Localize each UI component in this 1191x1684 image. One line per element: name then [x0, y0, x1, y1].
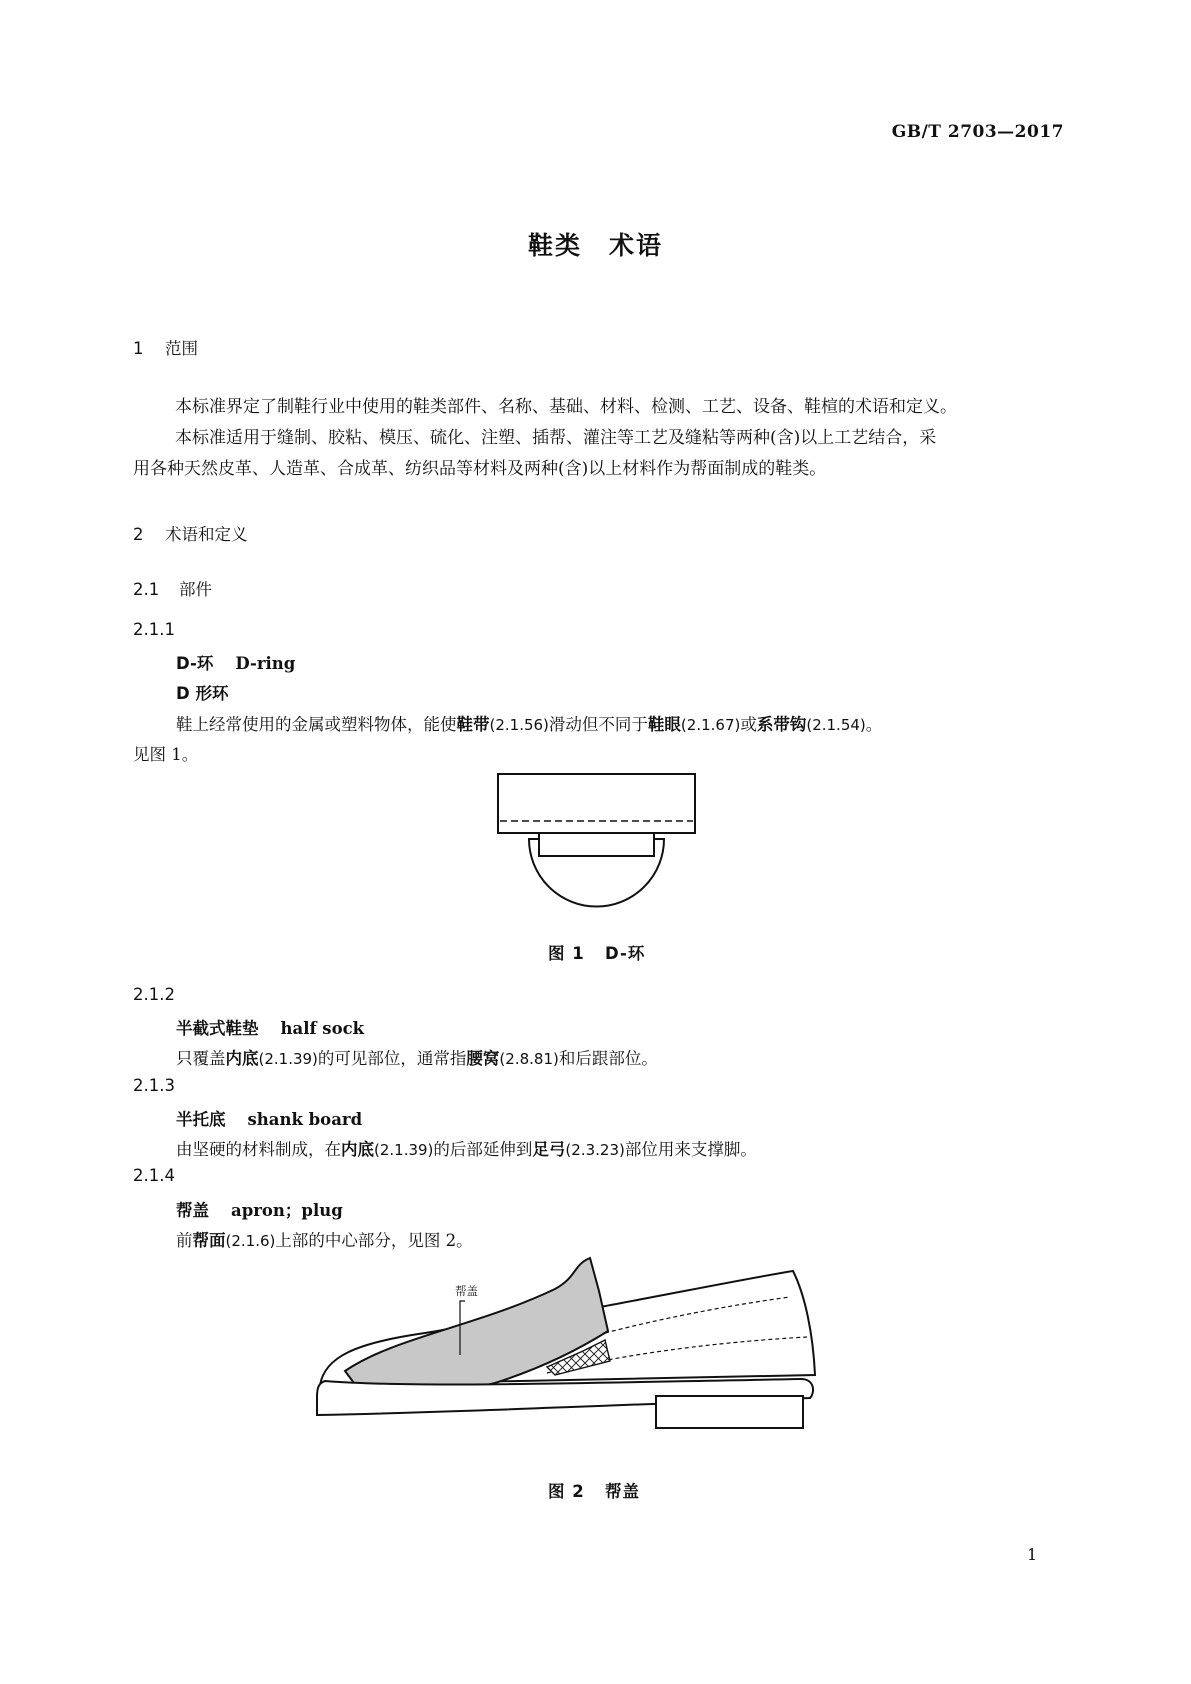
- figure-1-d-ring: [480, 768, 720, 918]
- strap-rectangle: [498, 774, 695, 833]
- definition-text: 的可见部位，通常指: [317, 1049, 467, 1068]
- term-zh: 帮盖: [176, 1201, 209, 1220]
- caption-text: 帮盖: [604, 1482, 640, 1501]
- cross-ref-number: (2.1.39): [258, 1050, 318, 1068]
- cross-ref-term: 系带钩: [756, 715, 807, 734]
- section-title: 部件: [179, 580, 212, 599]
- cross-ref-number: (2.1.54): [806, 716, 866, 734]
- page-number: 1: [1027, 1545, 1038, 1564]
- term-en: half sock: [280, 1019, 365, 1038]
- term-2-1-1-alt: D 形环: [176, 684, 229, 703]
- definition-2-1-1: [176, 711, 882, 735]
- definition-text: 滑动但不同于: [548, 715, 648, 734]
- section-number: 2.1: [133, 580, 160, 599]
- definition-text: 上部的中心部分，见图 2。: [275, 1231, 473, 1250]
- term-2-1-3: [176, 1106, 362, 1130]
- caption-text: D-环: [604, 944, 646, 963]
- caption-number: 图 2: [548, 1482, 585, 1501]
- definition-text: 只覆盖: [176, 1049, 226, 1068]
- cross-ref-number: (2.8.81): [499, 1050, 559, 1068]
- cross-ref-term: 内底: [225, 1049, 259, 1068]
- cross-ref-term: 内底: [341, 1140, 374, 1159]
- figure-2-caption: [548, 1478, 640, 1502]
- cross-ref-term: 鞋带: [456, 715, 490, 734]
- cross-ref-term: 帮面: [192, 1231, 226, 1250]
- figure-1-caption: [548, 940, 645, 964]
- term-number-2-1-1: 2.1.1: [133, 620, 175, 639]
- document-title: 鞋类 术语: [527, 231, 663, 260]
- d-ring-bar: [539, 833, 654, 856]
- definition-text: 。: [865, 715, 883, 734]
- term-2-1-1: [176, 650, 295, 674]
- scope-paragraph-2-line-2: 用各种天然皮革、人造革、合成革、纺织品等材料及两种(含)以上材料作为帮面制成的鞋类。: [133, 459, 827, 479]
- section-1-heading: [133, 335, 198, 359]
- term-2-1-4: [176, 1197, 343, 1221]
- scope-paragraphs: [133, 392, 957, 485]
- term-en: shank board: [247, 1110, 363, 1129]
- term-2-1-2: [176, 1015, 364, 1039]
- term-zh: D-环: [176, 654, 214, 673]
- section-number: 1: [133, 339, 144, 358]
- figure-2-shoe-apron: [315, 1255, 885, 1455]
- definition-text: 或: [740, 715, 757, 734]
- section-title: 术语和定义: [165, 525, 248, 544]
- term-en: D-ring: [235, 654, 296, 673]
- caption-number: 图 1: [548, 944, 585, 963]
- cross-ref-term: 足弓: [532, 1140, 566, 1159]
- cross-ref-number: (2.1.39): [374, 1141, 434, 1159]
- heel: [656, 1396, 803, 1428]
- definition-2-1-4: [176, 1227, 473, 1251]
- section-number: 2: [133, 525, 144, 544]
- standard-number: GB/T 2703—2017: [891, 122, 1064, 142]
- cross-ref-number: (2.1.56): [489, 716, 549, 734]
- definition-text: 前: [176, 1231, 193, 1250]
- term-en: apron；plug: [231, 1201, 343, 1220]
- section-title: 范围: [165, 339, 198, 358]
- term-number-2-1-2: 2.1.2: [133, 985, 175, 1004]
- definition-text: 鞋上经常使用的金属或塑料物体，能使: [176, 715, 457, 734]
- definition-2-1-3: [176, 1136, 757, 1160]
- scope-paragraph-2-line-1: 本标准适用于缝制、胶粘、模压、硫化、注塑、插帮、灌注等工艺及缝粘等两种(含)以上工艺结合，采: [175, 428, 937, 448]
- cross-ref-number: (2.3.23): [565, 1141, 625, 1159]
- apron-label: 帮盖: [455, 1284, 478, 1298]
- section-2-1-heading: [133, 576, 212, 600]
- definition-2-1-1-line-2: 见图 1。: [133, 745, 199, 764]
- cross-ref-number: (2.1.6): [225, 1232, 276, 1250]
- term-number-2-1-4: 2.1.4: [133, 1166, 175, 1185]
- cross-ref-number: (2.1.67): [680, 716, 741, 734]
- term-zh: 半截式鞋垫: [176, 1019, 259, 1038]
- term-number-2-1-3: 2.1.3: [133, 1076, 175, 1095]
- section-2-heading: [133, 521, 248, 545]
- scope-paragraph-1: 本标准界定了制鞋行业中使用的鞋类部件、名称、基础、材料、检测、工艺、设备、鞋楦的术语和定义。: [175, 397, 957, 417]
- term-zh: 半托底: [176, 1110, 226, 1129]
- definition-text: 的后部延伸到: [433, 1140, 533, 1159]
- cross-ref-term: 腰窝: [466, 1049, 500, 1068]
- definition-text: 和后跟部位。: [558, 1049, 658, 1068]
- definition-text: 由坚硬的材料制成，在: [176, 1140, 341, 1159]
- definition-text: 部位用来支撑脚。: [624, 1140, 757, 1159]
- cross-ref-term: 鞋眼: [647, 715, 681, 734]
- definition-2-1-2: [176, 1045, 658, 1069]
